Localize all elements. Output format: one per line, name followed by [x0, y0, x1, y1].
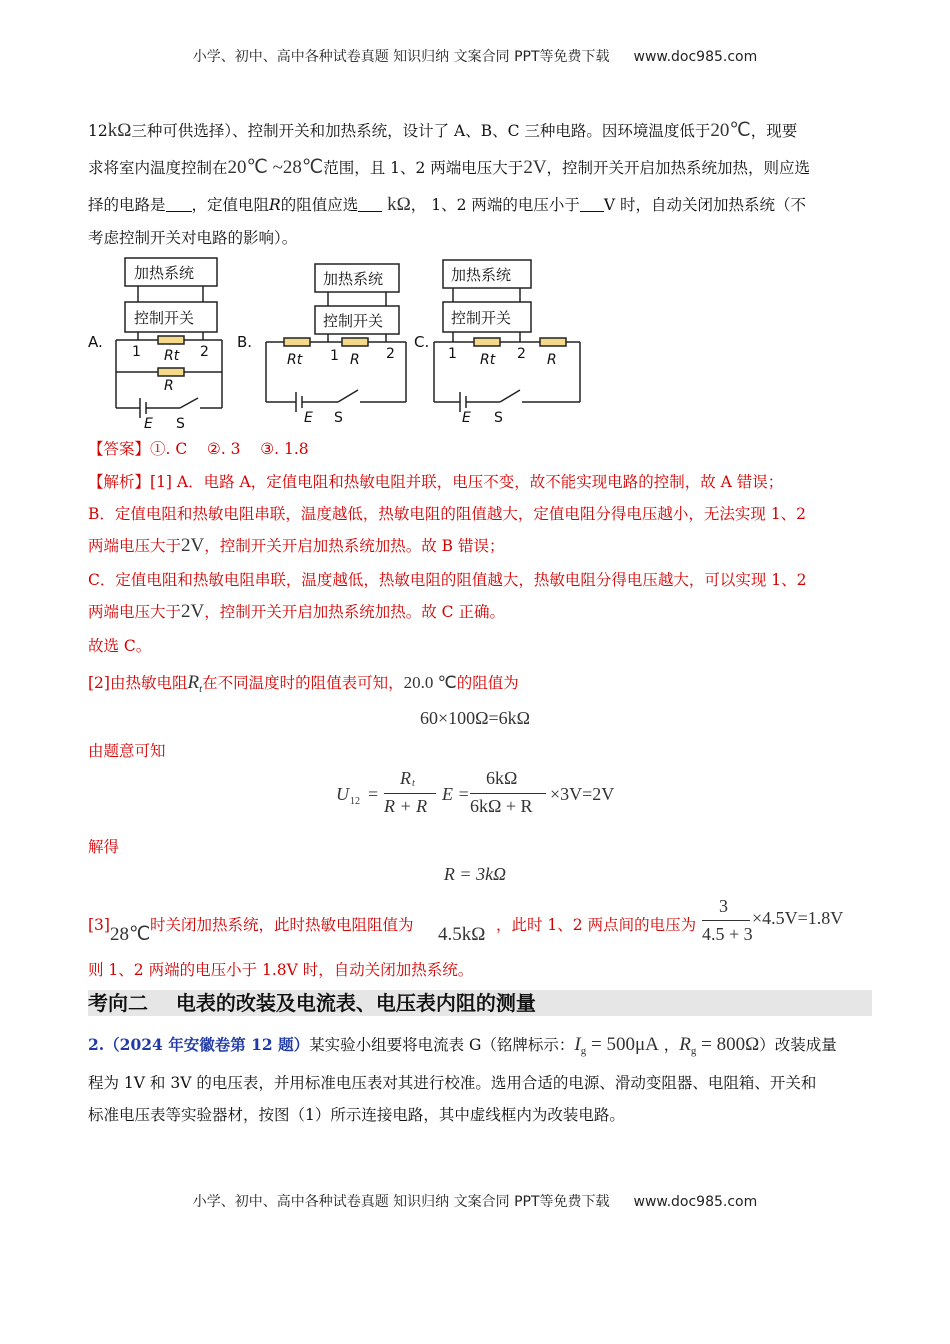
footer-text: 小学、初中、高中各种试卷真题 知识归纳 文案合同 PPT等免费下载: [192, 1194, 610, 1210]
text: ，现要: [750, 122, 798, 140]
question-line-4: 考虑控制开关对电路的影响）。: [88, 229, 298, 247]
math: t: [412, 778, 415, 789]
answer-label: 【答案】: [88, 440, 151, 458]
answer-line: [88, 438, 868, 460]
text: ，定值电阻: [191, 196, 270, 214]
q2-line-1: 2.（2024 年安徽卷第 12 题）某实验小组要将电流表 G（铭牌标示：$I_g = 500\mu A$ ，$R_g = 800\Omega$）改装成量: [88, 1034, 837, 1058]
circuit-a-ctrl: 控制开关: [134, 309, 195, 327]
text: ，控制开关开启加热系统加热。故 C 正确。: [204, 603, 505, 621]
q2-line-2: 程为 1V 和 3V 的电压表，并用标准电压表对其进行校准。选用合适的电源、滑动变阻器、电阻箱、开关和: [88, 1074, 817, 1092]
text: 某实验小组要将电流表 G（铭牌标示：: [309, 1036, 575, 1054]
var-r: R: [269, 196, 281, 214]
circuit-b-e: E: [304, 410, 313, 426]
text: 两端电压大于: [88, 603, 182, 621]
text: 在不同温度时的阻值表可知，: [202, 674, 404, 692]
math: 4.5kΩ: [438, 924, 486, 945]
page-footer: [0, 1191, 950, 1211]
answer-blank-2[interactable]: [358, 195, 382, 212]
equation-2: [336, 768, 636, 822]
text: ）改装成量: [759, 1036, 837, 1054]
circuit-a: [116, 258, 222, 418]
footer-site[interactable]: www.doc985.com: [633, 1194, 758, 1210]
math: 20.0 ℃: [403, 673, 457, 692]
text: [2]由热敏电阻: [88, 674, 188, 692]
math: 20℃ ~28℃: [227, 157, 324, 178]
text: [1] A．电路 A，定值电阻和热敏电阻并联，电压不变，故不能实现电路的控制，故 A 错误；: [150, 473, 784, 491]
text: 两端电压大于: [88, 537, 182, 555]
circuit-c-heat: 加热系统: [451, 266, 512, 284]
math: t: [199, 683, 203, 696]
section-header: [88, 990, 872, 1016]
text: 三种可供选择）、控制开关和加热系统，设计了 A、B、C 三种电路。因环境温度低于: [131, 122, 711, 140]
q2-line-3: 标准电压表等实验器材，按图（1）所示连接电路，其中虚线框内为改装电路。: [88, 1106, 625, 1124]
text: ，控制开关开启加热系统加热。故 B 错误；: [204, 537, 505, 555]
math: 2V: [523, 157, 547, 178]
text: 12: [88, 122, 108, 140]
math: g: [580, 1045, 587, 1058]
circuit-b-node1: 1: [330, 348, 339, 364]
analysis-line-9: 解得: [88, 838, 120, 856]
math: kΩ: [387, 194, 411, 215]
page-header: [0, 46, 950, 66]
circuit-a-heat: 加热系统: [134, 264, 195, 282]
question-line-2: [88, 157, 868, 179]
text: 的阻值为: [456, 674, 519, 692]
circuit-a-node2: 2: [200, 344, 209, 360]
circuit-c-node1: 1: [448, 346, 457, 362]
text: 的阻值应选: [280, 196, 359, 214]
header-site[interactable]: www.doc985.com: [633, 49, 758, 65]
circuit-b-node2: 2: [386, 346, 395, 362]
math: ×3V=2V: [550, 784, 615, 804]
math: I: [574, 1034, 581, 1055]
circuit-c-label: C.: [414, 333, 430, 351]
header-text: 小学、初中、高中各种试卷真题 知识归纳 文案合同 PPT等免费下载: [192, 49, 610, 65]
fraction-bar: [384, 793, 436, 794]
math: = 800Ω: [696, 1034, 760, 1055]
fraction-bar: [470, 793, 546, 794]
math: 12: [350, 796, 360, 807]
circuit-a-e: E: [144, 416, 153, 430]
math: 3: [719, 896, 728, 916]
analysis-line-5: [88, 601, 868, 623]
circuit-c-rt: Rt: [480, 352, 496, 368]
circuit-c-s: S: [494, 410, 503, 426]
text: 择的电路是: [88, 196, 166, 214]
analysis-line-3: [88, 535, 868, 557]
math: g: [690, 1045, 697, 1058]
answer-text: ①. C ②. 3 ③. 1.8: [150, 440, 309, 458]
circuit-b-heat: 加热系统: [323, 270, 384, 288]
circuit-b-r: R: [350, 352, 360, 368]
answer-blank-1[interactable]: [166, 195, 192, 212]
circuit-a-r: R: [164, 378, 174, 394]
q2-label: 2.（2024 年安徽卷第 12 题）: [88, 1035, 310, 1054]
math: U: [336, 784, 349, 804]
question-line-1: [88, 120, 868, 142]
equation-3: R = 3kΩ: [443, 864, 507, 884]
circuit-diagrams: [80, 252, 760, 430]
analysis-line-1: [88, 471, 868, 493]
math: 2V: [181, 601, 205, 622]
math: R: [679, 1034, 691, 1055]
text: ，此时 1、2 两点间的电压为: [496, 916, 697, 934]
math: 2V: [181, 535, 205, 556]
section-title: 考向二 电表的改装及电流表、电压表内阻的测量: [88, 991, 536, 1015]
text: ， 1、2 两端的电压小于: [410, 196, 580, 214]
math: kΩ: [107, 120, 132, 141]
equation-1: 60×100Ω=6kΩ: [419, 708, 531, 728]
math: 6kΩ + R: [470, 796, 533, 816]
math: 4.5 + 3: [702, 924, 753, 944]
circuit-a-node1: 1: [132, 344, 141, 360]
analysis-line-7: [88, 672, 868, 700]
circuit-c-node2: 2: [517, 346, 526, 362]
math: E =: [442, 784, 470, 804]
math: =: [368, 784, 379, 804]
circuit-a-s: S: [176, 416, 185, 430]
fraction-bar: [702, 920, 750, 921]
analysis-label: 【解析】: [88, 473, 151, 491]
fraction-expression: [700, 896, 870, 952]
circuit-b-ctrl: 控制开关: [323, 312, 384, 330]
math: ×4.5V=1.8V: [752, 908, 844, 928]
math: R: [400, 768, 411, 788]
circuit-c-ctrl: 控制开关: [451, 309, 512, 327]
question-line-3: [88, 194, 868, 216]
math: = 500μA: [586, 1034, 659, 1055]
analysis-line-11: 则 1、2 两端的电压小于 1.8V 时，自动关闭加热系统。: [88, 961, 474, 979]
circuit-a-rt: Rt: [164, 348, 180, 364]
circuit-c-e: E: [462, 410, 471, 426]
text: 范围，且 1、2 两端电压大于: [323, 159, 524, 177]
math: 28℃: [110, 924, 151, 945]
analysis-line-2: B．定值电阻和热敏电阻串联，温度越低，热敏电阻的阻值越大，定值电阻分得电压越小，无法实现 1、2: [88, 505, 807, 523]
circuit-a-label: A.: [88, 333, 103, 351]
math: 20℃: [710, 120, 751, 141]
analysis-line-4: C．定值电阻和热敏电阻串联，温度越低，热敏电阻的阻值越大，热敏电阻分得电压越大，可以实现 1、2: [88, 571, 807, 589]
answer-blank-3[interactable]: [580, 195, 604, 212]
circuit-b-rt: Rt: [287, 352, 303, 368]
math: R + R: [384, 796, 428, 816]
text: 求将室内温度控制在: [88, 159, 228, 177]
math: R: [187, 672, 200, 693]
text: V 时，自动关闭加热系统（不: [603, 196, 806, 214]
analysis-line-6: 故选 C。: [88, 637, 152, 655]
circuit-b-s: S: [334, 410, 343, 426]
text: [3]: [88, 916, 110, 934]
text: ，控制开关开启加热系统加热，则应选: [546, 159, 811, 177]
circuit-c-r: R: [547, 352, 557, 368]
text: 时关闭加热系统，此时热敏电阻阻值为: [150, 916, 414, 934]
math: 6kΩ: [486, 768, 518, 788]
circuit-b-label: B.: [237, 333, 253, 351]
analysis-line-8: 由题意可知: [88, 742, 166, 760]
